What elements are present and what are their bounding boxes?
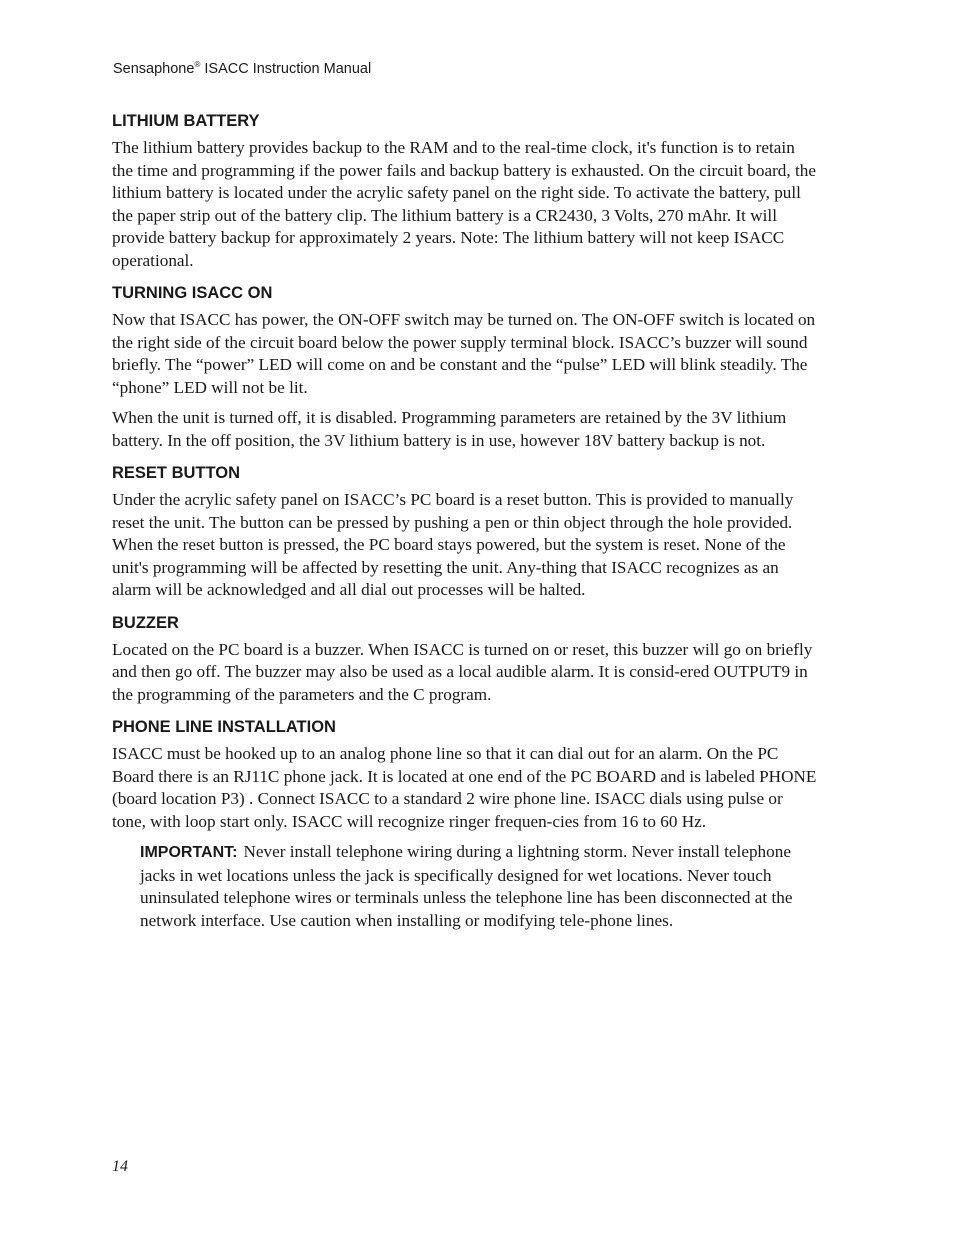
page-content xyxy=(112,109,818,932)
section-paragraph: Now that ISACC has power, the ON-OFF switch may be turned on. The ON-OFF switch is located on the right side of the circuit board below the power supply terminal block. ISACC’s buzzer will sound briefly. The “power” LED will come on and be constant and the “pulse” LED will blink steadily. The “phone” LED will not be lit. xyxy=(112,310,816,397)
section-phone-line-installation xyxy=(112,715,818,932)
section-paragraph: Under the acrylic safety panel on ISACC’s PC board is a reset button. This is provided to manually reset the unit. The button can be pressed by pushing a pen or thin object through the hole provided. When the reset button is pressed, the PC board stays powered, but the system is reset. None of the unit's programming will be affected by resetting the unit. Any-thing that ISACC recognizes as an alarm will be acknowledged and all dial out processes will be halted. xyxy=(112,490,794,599)
running-header xyxy=(113,61,371,77)
section-paragraph: When the unit is turned off, it is disabled. Programming parameters are retained by the 3V lithium battery. In the off position, the 3V lithium battery is in use, however 18V battery backup is not. xyxy=(112,408,787,450)
section-heading: RESET BUTTON xyxy=(112,464,241,482)
manual-title: ISACC Instruction Manual xyxy=(200,61,372,77)
section-reset-button xyxy=(112,461,818,602)
section-paragraph: ISACC must be hooked up to an analog phone line so that it can dial out for an alarm. On the PC Board there is an RJ11C phone jack. It is located at one end of the PC BOARD and is labeled PHONE (board location P3) . Connect ISACC to a standard 2 wire phone line. ISACC dials using pulse or tone, with loop start only. ISACC will recognize ringer frequen-cies from 16 to 60 Hz. xyxy=(112,744,817,831)
section-heading: LITHIUM BATTERY xyxy=(112,112,260,130)
registered-mark: ® xyxy=(194,60,201,69)
section-heading: BUZZER xyxy=(112,613,179,632)
brand-name: Sensaphone xyxy=(113,61,195,77)
important-label: IMPORTANT: xyxy=(140,844,238,861)
page-number: 14 xyxy=(112,1158,128,1175)
section-lithium-battery xyxy=(112,109,818,272)
section-paragraph: The lithium battery provides backup to the RAM and to the real-time clock, it's function is to retain the time and programming if the power fails and backup battery is exhausted. On the circuit board, the lithium battery is located under the acrylic safety panel on the right side. To activate the battery, pull the paper strip out of the battery clip. The lithium battery is a CR2430, 3 Volts, 270 mAhr. It will provide battery backup for approximately 2 years. Note: The lithium battery will not keep ISACC operational. xyxy=(112,138,816,270)
section-turning-isacc-on xyxy=(112,281,818,452)
section-heading: TURNING ISACC ON xyxy=(112,284,273,302)
important-note xyxy=(140,841,810,932)
section-buzzer xyxy=(112,611,818,707)
important-text: Never install telephone wiring during a lightning storm. Never install telephone jacks in wet locations unless the jack is specifically designed for wet locations. Never touch uninsulated telephone wires or terminals unless the telephone line has been disconnected at the network interface. Use caution when installing or modifying tele-phone lines. xyxy=(140,842,793,930)
section-heading: PHONE LINE INSTALLATION xyxy=(112,718,336,736)
section-paragraph: Located on the PC board is a buzzer. When ISACC is turned on or reset, this buzzer will go on briefly and then go off. The buzzer may also be used as a local audible alarm. It is consid-ered OUTPUT9 in the programming of the parameters and the C program. xyxy=(112,639,813,704)
